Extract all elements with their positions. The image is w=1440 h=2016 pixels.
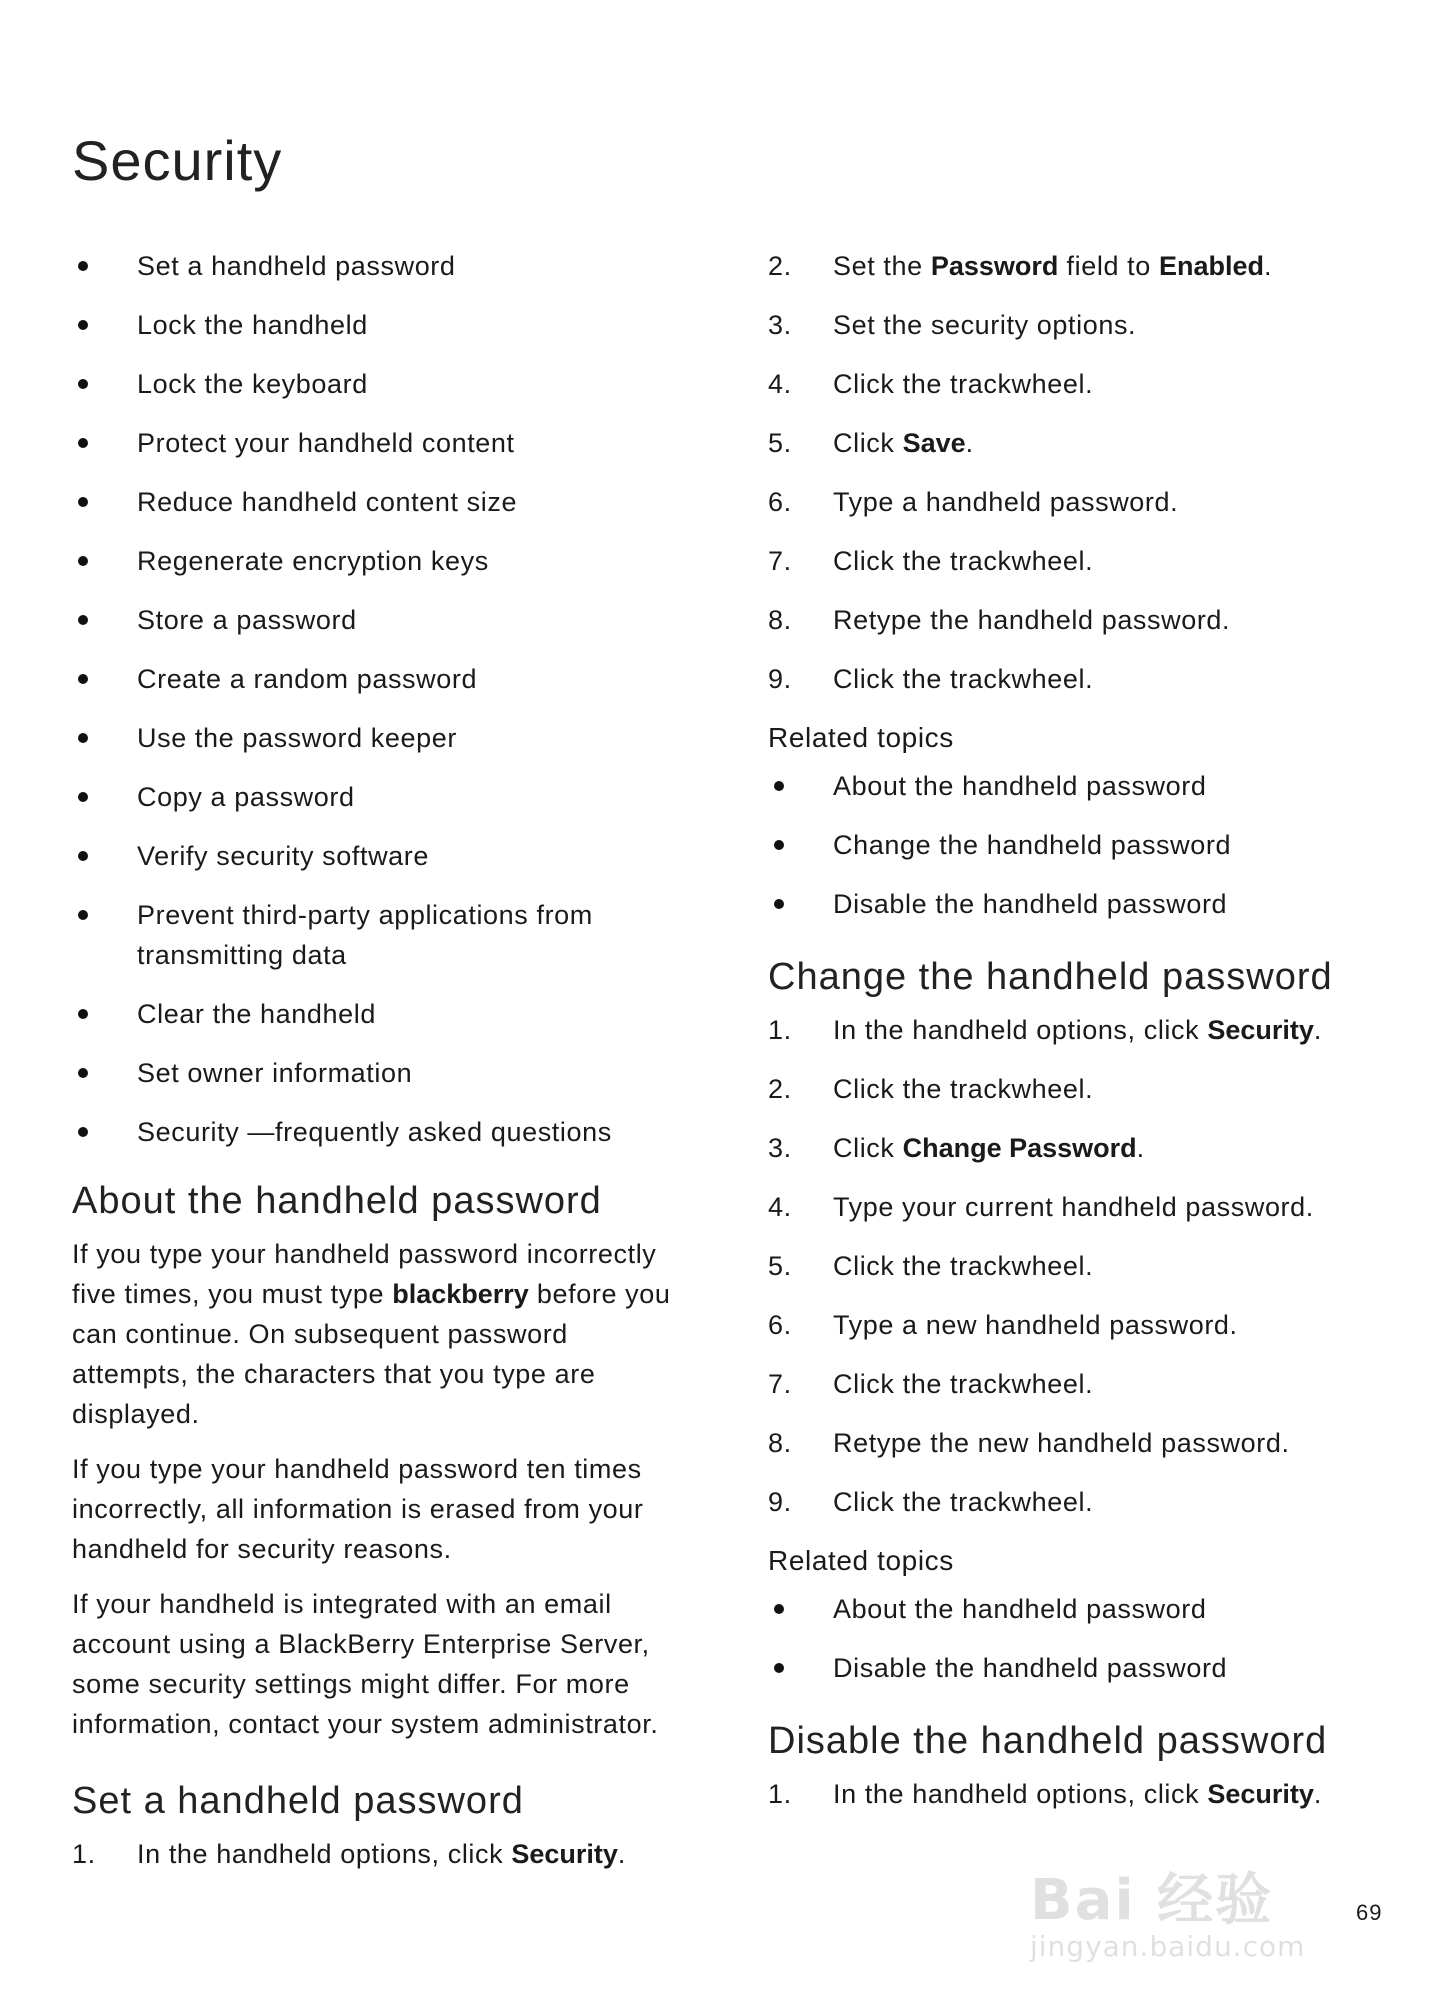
topic-item[interactable]: Prevent third-party applications from transmitting data [72, 895, 657, 975]
topic-item[interactable]: Set owner information [72, 1053, 692, 1093]
topic-item[interactable]: Copy a password [72, 777, 692, 817]
step-item: 4. Type your current handheld password. [768, 1192, 1314, 1222]
bullet-icon [774, 1663, 784, 1673]
change-password-heading: Change the handheld password [768, 956, 1333, 998]
topic-item[interactable]: Lock the keyboard [72, 364, 692, 404]
related-topic-link[interactable]: Disable the handheld password [768, 1648, 1378, 1688]
step-item: 9. Click the trackwheel. [768, 1487, 1094, 1517]
bullet-icon [78, 320, 88, 330]
bullet-icon [774, 1604, 784, 1614]
about-paragraph-3: If your handheld is integrated with an email account using a BlackBerry Enterprise Server, some security settings might differ. For more information, contact your system administrator. [72, 1589, 659, 1739]
bullet-icon [78, 792, 88, 802]
watermark-logo: Bai 经验 [1030, 1868, 1274, 1933]
topic-item[interactable]: Security —frequently asked questions [72, 1112, 692, 1152]
page-number: 69 [1356, 1900, 1383, 1925]
related-topics-label: Related topics [768, 1545, 954, 1576]
step-item: 1. In the handheld options, click Security. [768, 1015, 1323, 1045]
bullet-icon [78, 1068, 88, 1078]
related-topic-link[interactable]: About the handheld password [768, 1589, 1378, 1629]
topic-item[interactable]: Set a handheld password [72, 246, 692, 286]
bullet-icon [78, 910, 88, 920]
step-item: 6. Type a new handheld password. [768, 1310, 1238, 1340]
related-topics-list [768, 766, 1378, 924]
bullet-icon [78, 1127, 88, 1137]
bullet-icon [78, 497, 88, 507]
topic-item[interactable]: Use the password keeper [72, 718, 692, 758]
topic-item[interactable]: Regenerate encryption keys [72, 541, 692, 581]
bullet-icon [78, 261, 88, 271]
about-paragraph-1: If you type your handheld password incorrectly five times, you must type blackberry before you can continue. On subsequent password attempts, the characters that you type are displayed. [72, 1239, 671, 1429]
watermark-url: jingyan.baidu.com [1030, 1930, 1306, 1963]
step-item: 8. Retype the new handheld password. [768, 1428, 1290, 1458]
baidu-watermark [1030, 1856, 1305, 1963]
step-item: 4. Click the trackwheel. [768, 369, 1094, 399]
step-item: 3. Click Change Password. [768, 1133, 1145, 1163]
step-item: 8. Retype the handheld password. [768, 605, 1231, 635]
topic-item[interactable]: Protect your handheld content [72, 423, 692, 463]
disable-password-heading: Disable the handheld password [768, 1720, 1328, 1762]
page-title: Security [72, 129, 283, 192]
bullet-icon [78, 379, 88, 389]
bullet-icon [78, 615, 88, 625]
set-password-steps [72, 1834, 692, 1874]
right-column [768, 246, 1378, 1833]
bullet-icon [78, 556, 88, 566]
step-item: 2. Set the Password field to Enabled. [768, 251, 1273, 281]
step-item: 9. Click the trackwheel. [768, 664, 1094, 694]
topic-item[interactable]: Reduce handheld content size [72, 482, 692, 522]
about-paragraph-2: If you type your handheld password ten times incorrectly, all information is erased from your handheld for security reasons. [72, 1454, 644, 1564]
related-topics-label: Related topics [768, 722, 954, 753]
topic-item[interactable]: Verify security software [72, 836, 692, 876]
bullet-icon [78, 851, 88, 861]
bullet-icon [78, 674, 88, 684]
related-topic-link[interactable]: About the handheld password [768, 766, 1378, 806]
step-item: 5. Click Save. [768, 428, 974, 458]
step-item: 3. Set the security options. [768, 310, 1137, 340]
related-topics-list [768, 1589, 1378, 1688]
related-topic-link[interactable]: Disable the handheld password [768, 884, 1378, 924]
topic-item[interactable]: Clear the handheld [72, 994, 692, 1034]
step-item: 7. Click the trackwheel. [768, 546, 1094, 576]
topic-item[interactable]: Lock the handheld [72, 305, 692, 345]
topic-item[interactable]: Create a random password [72, 659, 692, 699]
bullet-icon [78, 1009, 88, 1019]
bullet-icon [774, 840, 784, 850]
step-item: 1. In the handheld options, click Security. [768, 1779, 1323, 1809]
bullet-icon [774, 899, 784, 909]
bullet-icon [78, 733, 88, 743]
step-item: 1. In the handheld options, click Security. [72, 1839, 627, 1869]
related-topic-link[interactable]: Change the handheld password [768, 825, 1378, 865]
step-item: 5. Click the trackwheel. [768, 1251, 1094, 1281]
bullet-icon [78, 438, 88, 448]
topic-list [72, 246, 692, 1152]
set-password-heading: Set a handheld password [72, 1780, 524, 1822]
step-item: 6. Type a handheld password. [768, 487, 1179, 517]
set-password-steps-continued [768, 246, 1378, 699]
bullet-icon [774, 781, 784, 791]
topic-item[interactable]: Store a password [72, 600, 692, 640]
about-heading: About the handheld password [72, 1180, 602, 1222]
step-item: 2. Click the trackwheel. [768, 1074, 1094, 1104]
left-column [72, 246, 692, 1893]
change-password-steps [768, 1010, 1378, 1522]
disable-password-steps [768, 1774, 1378, 1814]
step-item: 7. Click the trackwheel. [768, 1369, 1094, 1399]
